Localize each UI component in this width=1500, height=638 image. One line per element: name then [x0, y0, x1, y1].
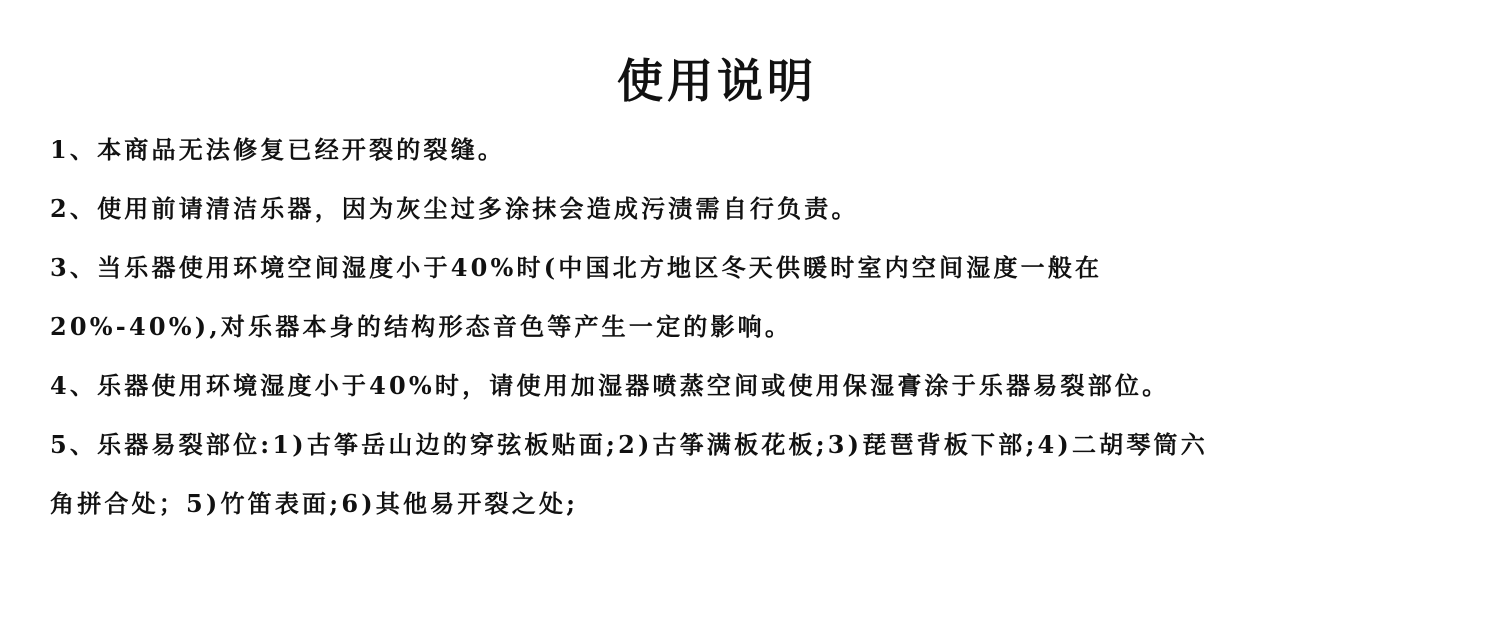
- instruction-line-2: 2、使用前请清洁乐器，因为灰尘过多涂抹会造成污渍需自行负责。: [50, 194, 859, 223]
- instruction-line-3: 3、当乐器使用环境空间湿度小于40%时(中国北方地区冬天供暖时室内空间湿度一般在: [50, 253, 1103, 282]
- instruction-line-1: 1、本商品无法修复已经开裂的裂缝。: [50, 135, 506, 164]
- page-title: 使用说明: [617, 54, 817, 108]
- instruction-line-5-continued: 角拼合处；5)竹笛表面;6)其他易开裂之处;: [50, 489, 579, 518]
- instruction-line-4: 4、乐器使用环境湿度小于40%时，请使用加湿器喷蒸空间或使用保湿膏涂于乐器易裂部位。: [50, 371, 1170, 400]
- instruction-line-3-continued: 20%-40%),对乐器本身的结构形态音色等产生一定的影响。: [50, 312, 793, 341]
- instruction-line-5: 5、乐器易裂部位:1)古筝岳山边的穿弦板贴面;2)古筝满板花板;3)琵琶背板下部;4)二胡琴筒六: [50, 430, 1208, 459]
